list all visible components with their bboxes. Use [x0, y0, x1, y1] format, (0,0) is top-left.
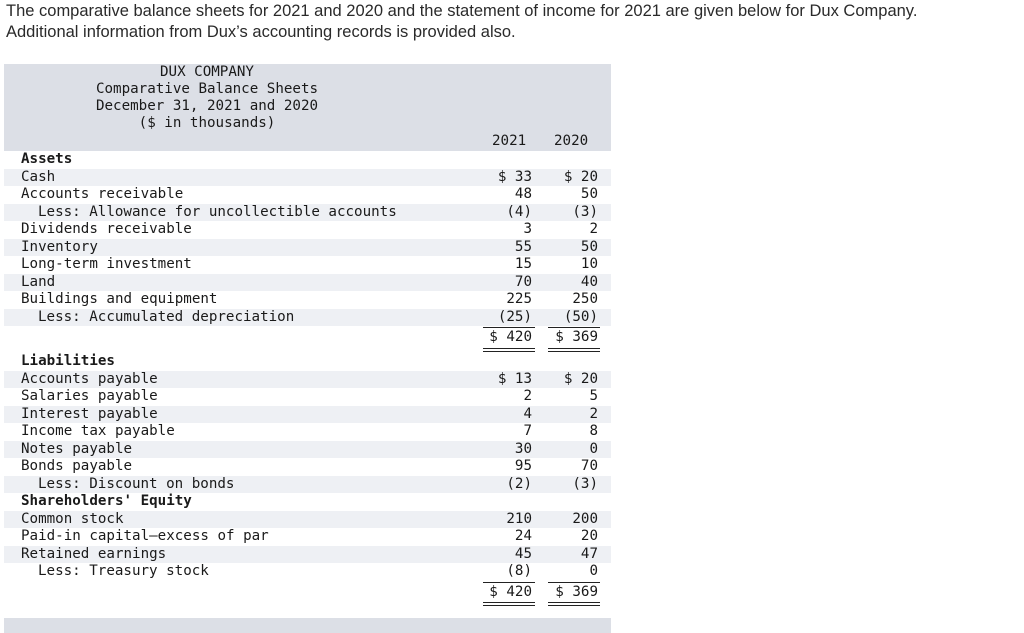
row-label: Interest payable — [21, 405, 158, 422]
row-label: Accounts receivable — [21, 186, 184, 202]
assets-heading-label: Assets — [21, 151, 73, 167]
value-2020: 5 — [589, 388, 598, 404]
value-2021: 4 — [523, 405, 532, 422]
equity-total-row-rule-2021 — [483, 582, 535, 583]
value-2020: 20 — [580, 528, 598, 544]
table-row — [4, 406, 611, 424]
assets-heading — [4, 151, 611, 169]
assets-total-row-rule-2020 — [548, 327, 600, 328]
value-2020: 10 — [580, 256, 598, 272]
row-label: Notes payable — [21, 440, 133, 457]
table-row — [4, 169, 611, 187]
row-label: Less: Discount on bonds — [38, 475, 235, 492]
value-2021: 45 — [514, 545, 532, 562]
assets-total-row-double-rule-2020-b — [548, 351, 600, 352]
company-name: DUX COMPANY — [160, 64, 254, 80]
balance-sheet-table — [4, 64, 611, 633]
value-2020: 2 — [589, 405, 598, 422]
row-label: Paid-in capital—excess of par — [21, 528, 269, 544]
assets-total-row-double-rule-2021-b — [483, 351, 535, 352]
equity-total-row-double-rule-2021-a — [483, 602, 535, 603]
value-2021: (4) — [506, 203, 532, 220]
table-row — [4, 441, 611, 459]
row-label: Retained earnings — [21, 545, 167, 562]
total-2020: $ 369 — [555, 329, 598, 345]
value-2020: 70 — [580, 458, 598, 474]
value-2020: (50) — [563, 308, 598, 325]
value-2020: 50 — [580, 186, 598, 202]
total-2021: $ 420 — [489, 583, 532, 600]
value-2020: 47 — [580, 545, 598, 562]
value-2020: 250 — [572, 291, 598, 307]
value-2021: 3 — [523, 221, 532, 237]
equity-total-row-double-rule-2020-b — [548, 605, 600, 606]
value-2020: $ 20 — [563, 370, 598, 387]
intro-text — [6, 1, 1018, 43]
row-label: Less: Allowance for uncollectible accounts — [38, 203, 397, 220]
row-label: Accounts payable — [21, 370, 158, 387]
table-row — [4, 309, 611, 327]
statement-date: December 31, 2021 and 2020 — [95, 98, 319, 114]
table-row — [4, 256, 611, 274]
row-label: Income tax payable — [21, 423, 175, 439]
equity-total-row-rule-2020 — [548, 582, 600, 583]
equity-total-row-double-rule-2021-b — [483, 605, 535, 606]
row-label: Inventory — [21, 238, 98, 255]
row-label: Common stock — [21, 510, 124, 527]
statement-units: ($ in thousands) — [138, 115, 276, 131]
column-header-2021: 2021 — [492, 133, 527, 149]
table-row — [4, 563, 611, 581]
statement-title: Comparative Balance Sheets — [95, 81, 319, 97]
total-2020: $ 369 — [555, 583, 598, 600]
value-2021: 30 — [514, 440, 532, 457]
table-row — [4, 221, 611, 239]
row-label: Less: Treasury stock — [38, 563, 209, 579]
value-2020: 50 — [580, 238, 598, 255]
intro-line-2: Additional information from Dux’s accounting records is provided also. — [6, 23, 516, 41]
table-row — [4, 423, 611, 441]
total-2021: $ 420 — [489, 329, 532, 345]
value-2021: $ 13 — [497, 370, 532, 387]
value-2021: (25) — [497, 308, 532, 325]
value-2020: (3) — [572, 475, 598, 492]
row-label: Land — [21, 273, 56, 290]
value-2020: 40 — [580, 273, 598, 290]
value-2020: 0 — [589, 563, 598, 579]
equity-heading-label: Shareholders' Equity — [21, 493, 192, 509]
row-label: Less: Accumulated depreciation — [38, 308, 295, 325]
intro-line-1: The comparative balance sheets for 2021 and 2020 and the statement of income for 2021 are given below for Dux Company. — [6, 2, 918, 20]
row-label: Cash — [21, 168, 56, 185]
table-row — [4, 371, 611, 389]
value-2021: 95 — [514, 458, 532, 474]
table-row — [4, 239, 611, 257]
equity-total-row-double-rule-2020-a — [548, 602, 600, 603]
value-2021: 55 — [514, 238, 532, 255]
equity-heading — [4, 493, 611, 511]
value-2021: 48 — [514, 186, 532, 202]
table-row — [4, 528, 611, 546]
row-label: Long-term investment — [21, 256, 192, 272]
assets-total-row-rule-2021 — [483, 327, 535, 328]
value-2021: 2 — [523, 388, 532, 404]
table-row — [4, 274, 611, 292]
row-label: Salaries payable — [21, 388, 158, 404]
value-2020: 2 — [589, 221, 598, 237]
value-2021: (2) — [506, 475, 532, 492]
value-2021: 7 — [523, 423, 532, 439]
value-2021: 24 — [514, 528, 532, 544]
table-footer-band — [4, 618, 611, 633]
value-2021: 15 — [514, 256, 532, 272]
row-label: Bonds payable — [21, 458, 133, 474]
liabilities-heading — [4, 353, 611, 371]
value-2020: $ 20 — [563, 168, 598, 185]
equity-total-row — [4, 584, 611, 602]
value-2020: 0 — [589, 440, 598, 457]
table-row — [4, 458, 611, 476]
table-row — [4, 476, 611, 494]
assets-total-row — [4, 329, 611, 347]
table-row — [4, 546, 611, 564]
table-row — [4, 291, 611, 309]
row-label: Buildings and equipment — [21, 291, 218, 307]
table-row — [4, 511, 611, 529]
row-label: Dividends receivable — [21, 221, 192, 237]
value-2021: 225 — [506, 291, 532, 307]
value-2021: $ 33 — [497, 168, 532, 185]
value-2021: (8) — [506, 563, 532, 579]
assets-total-row-double-rule-2020-a — [548, 348, 600, 349]
column-header-2020: 2020 — [554, 133, 589, 149]
value-2020: 8 — [589, 423, 598, 439]
assets-total-row-double-rule-2021-a — [483, 348, 535, 349]
liabilities-heading-label: Liabilities — [21, 353, 115, 369]
value-2020: (3) — [572, 203, 598, 220]
table-row — [4, 186, 611, 204]
value-2021: 70 — [514, 273, 532, 290]
value-2021: 210 — [506, 510, 532, 527]
table-row — [4, 204, 611, 222]
value-2020: 200 — [572, 510, 598, 527]
table-row — [4, 388, 611, 406]
